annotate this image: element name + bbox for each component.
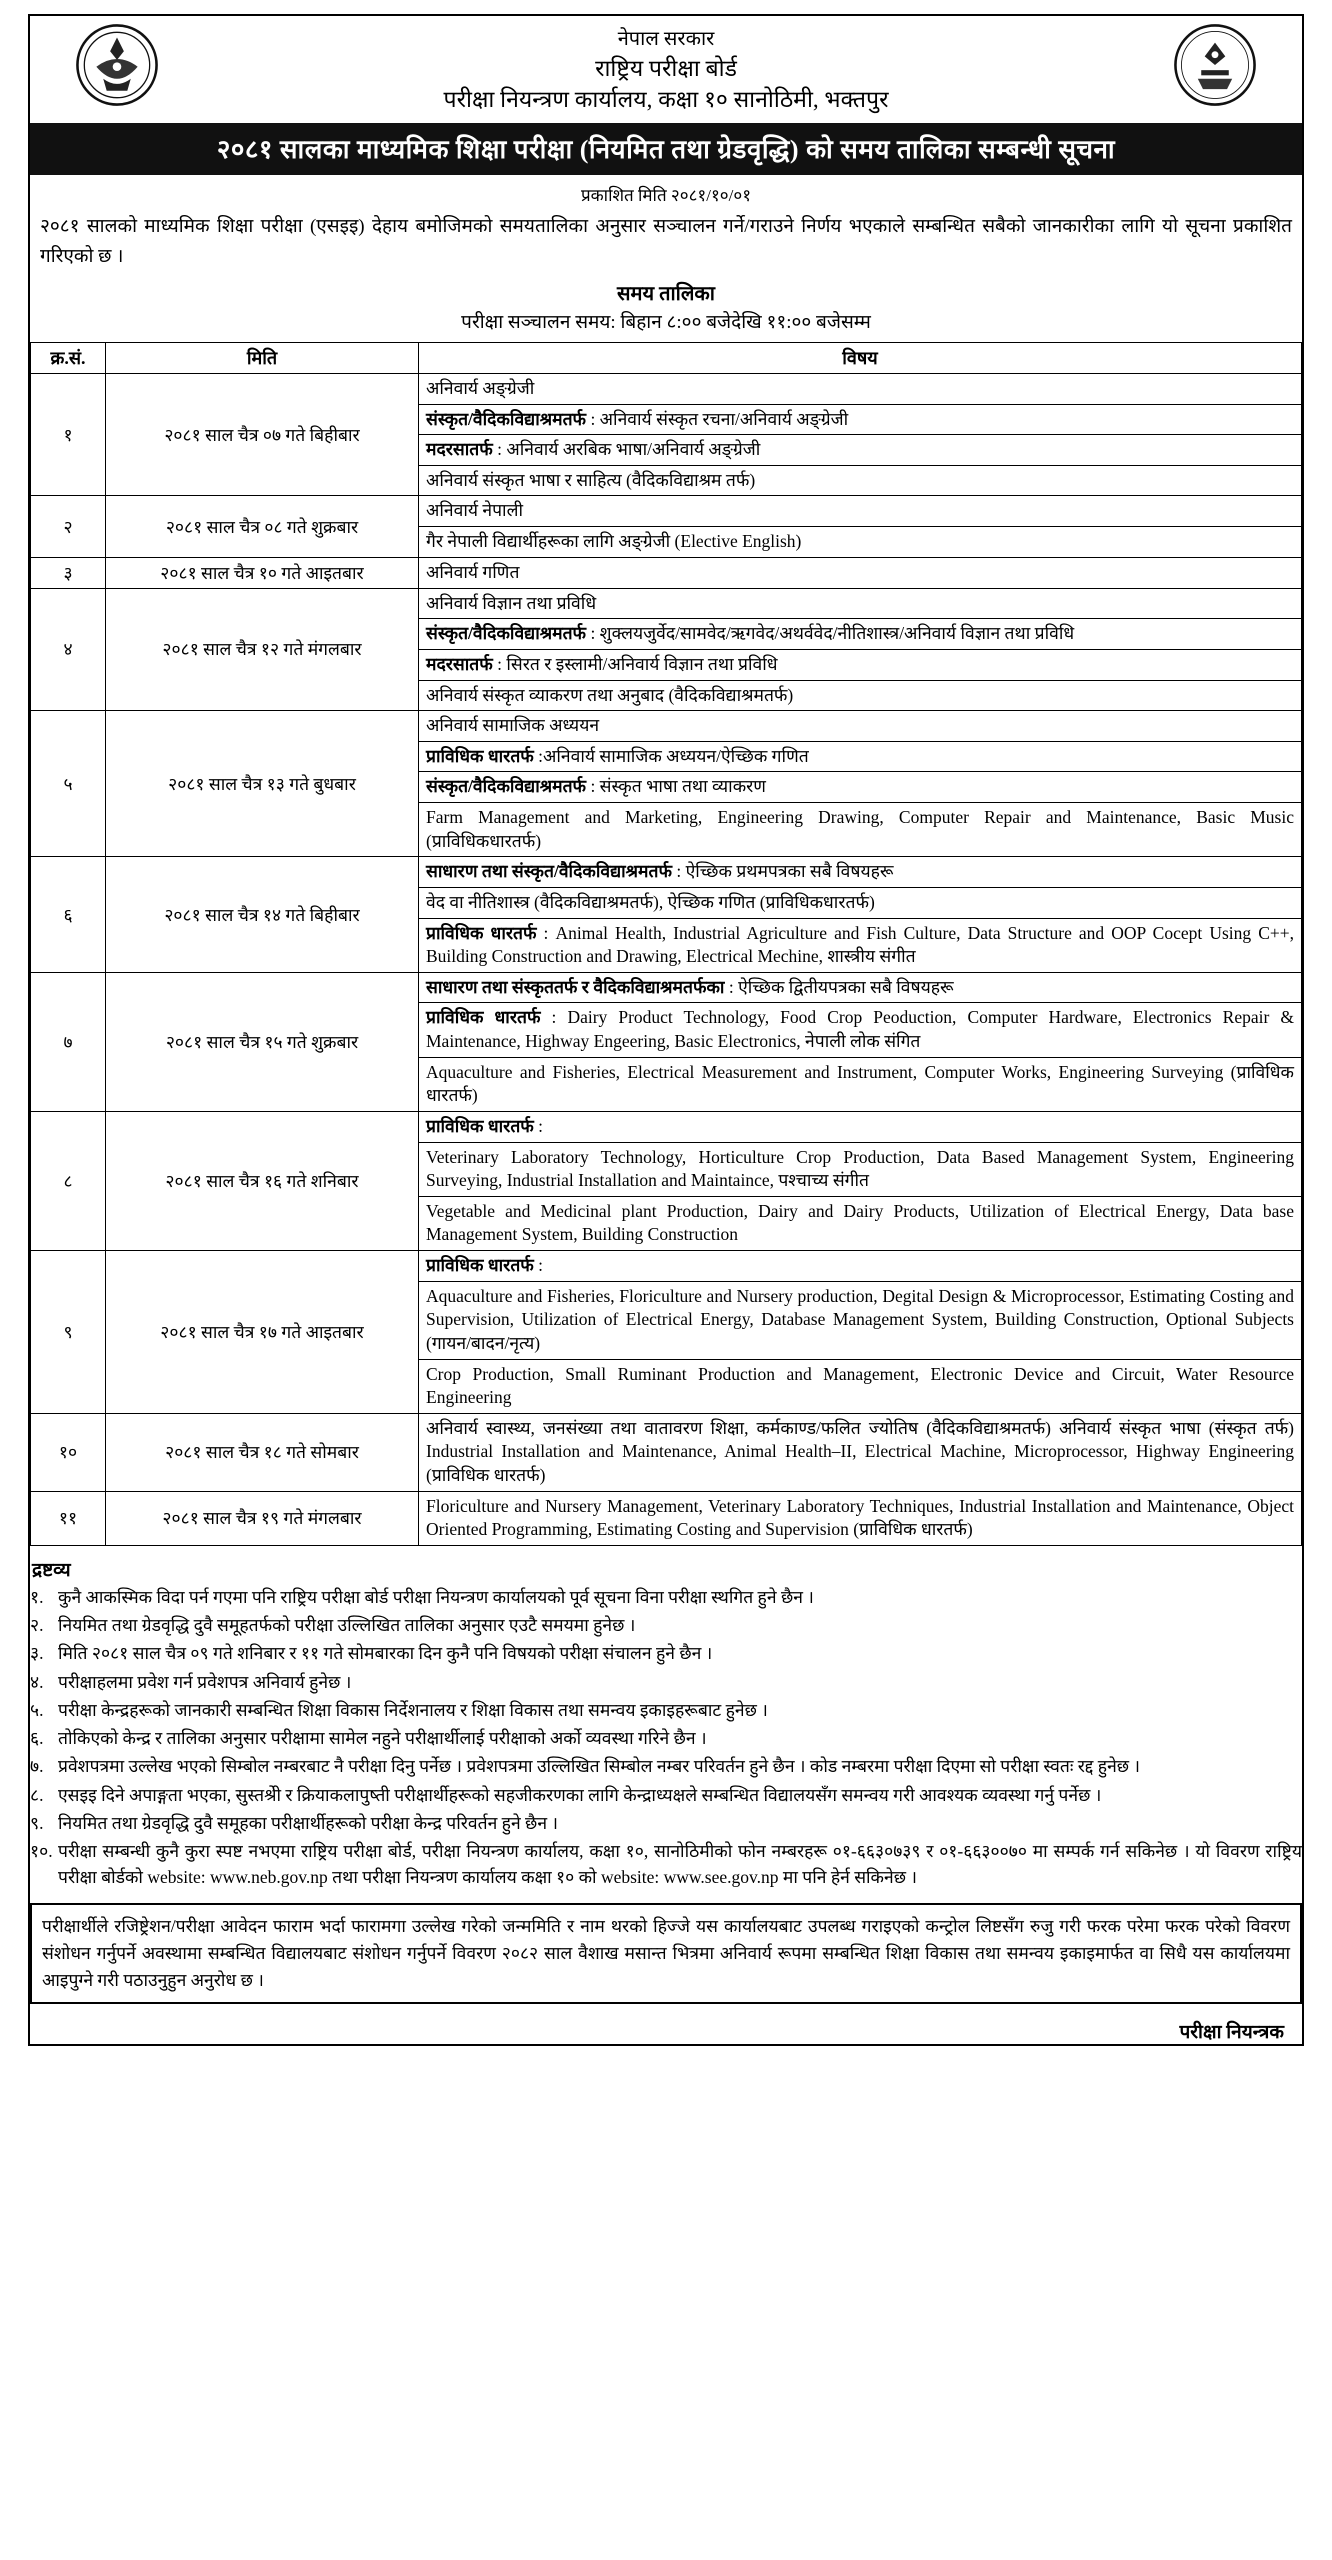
note-text: परीक्षा केन्द्रहरूको जानकारी सम्बन्धित शिक्षा विकास निर्देशनालय र शिक्षा विकास तथा समन्वय इकाइहरूबाट हुनेछ । (58, 1699, 768, 1720)
note-number: १०. (30, 1841, 53, 1862)
note-item (30, 1725, 1302, 1751)
row-date: २०८१ साल चैत्र १८ गते सोमबार (106, 1413, 419, 1491)
row-serial: ६ (31, 857, 106, 973)
row-serial: ८ (31, 1111, 106, 1250)
subject-line: Floriculture and Nursery Management, Veterinary Laboratory Techniques, Industrial Installation and Maintenance, Object Oriented Programming, Estimating Costing and Supervision (प्राविधिक धारतर्फ) (426, 1495, 1294, 1540)
row-date: २०८१ साल चैत्र १५ गते शुक्रबार (106, 972, 419, 1111)
col-header-subject: विषय (419, 342, 1302, 373)
note-number: ५. (30, 1699, 44, 1720)
header-line-1: नेपाल सरकार (617, 28, 715, 50)
subject-line: Vegetable and Medicinal plant Production, Dairy and Dairy Products, Utilization of Electrical Energy, Data base Management System, Building Construction (426, 1200, 1294, 1245)
subject-line: Veterinary Laboratory Technology, Horticulture Crop Production, Data Based Management System, Engineering Surveying, Industrial Installation and Maintaince, पश्चाच्य संगीत (419, 1143, 1301, 1197)
nepal-government-emblem-icon (74, 22, 160, 108)
row-subjects (419, 972, 1302, 1111)
subject-line: गैर नेपाली विद्यार्थीहरूका लागि अङ्ग्रेजी (Elective English) (426, 531, 802, 552)
subject-line: साधारण तथा संस्कृततर्फ र वैदिकविद्याश्रमतर्फका : ऐच्छिक द्वितीयपत्रका सबै विषयहरू (419, 973, 1301, 1004)
publication-date: प्रकाशित मिति २०८१/१०/०१ (580, 186, 752, 206)
subject-line: साधारण तथा संस्कृत/वैदिकविद्याश्रमतर्फ : ऐच्छिक प्रथमपत्रका सबै विषयहरू (419, 857, 1301, 888)
row-date: २०८१ साल चैत्र १३ गते बुधबार (106, 711, 419, 857)
row-subjects (419, 1251, 1302, 1414)
row-subjects (419, 711, 1302, 857)
table-row (31, 1413, 1302, 1491)
table-row (31, 557, 1302, 588)
header-line-3: परीक्षा नियन्त्रण कार्यालय, कक्षा १० सानोठिमी, भक्तपुर (443, 87, 889, 113)
subject-line: प्राविधिक धारतर्फ :अनिवार्य सामाजिक अध्ययन/ऐच्छिक गणित (419, 742, 1301, 773)
subject-line: प्राविधिक धारतर्फ : Dairy Product Technology, Food Crop Peoduction, Computer Hardware, Electronics Repair & Maintenance, Highway Engeering, Basic Electronics, नेपाली लोक संगित (419, 1003, 1301, 1057)
row-subjects (419, 1491, 1302, 1545)
note-number: ९. (30, 1812, 44, 1833)
intro-paragraph: २०८१ सालको माध्यमिक शिक्षा परीक्षा (एसइइ) देहाय बमोजिमको समयतालिका अनुसार सञ्चालन गर्ने/गराउने निर्णय भएकाले सम्बन्धित सबैको जानकारीका लागि यो सूचना प्रकाशित गरिएको छ । (40, 216, 1292, 267)
header-line-2: राष्ट्रिय परीक्षा बोर्ड (595, 56, 737, 81)
row-date: २०८१ साल चैत्र १२ गते मंगलबार (106, 588, 419, 711)
table-row (31, 588, 1302, 711)
note-number: ४. (30, 1671, 44, 1692)
col-header-sn: क्र.सं. (31, 342, 106, 373)
subject-line: अनिवार्य सामाजिक अध्ययन (419, 711, 1301, 742)
subject-line: Crop Production, Small Ruminant Production and Management, Electronic Device and Circuit, Water Resource Engineering (426, 1363, 1294, 1408)
schedule-table (30, 342, 1302, 1546)
row-serial: १ (31, 373, 106, 496)
row-serial: ५ (31, 711, 106, 857)
row-date: २०८१ साल चैत्र ०८ गते शुक्रबार (106, 496, 419, 557)
subject-line: अनिवार्य नेपाली (419, 496, 1301, 527)
row-serial: ११ (31, 1491, 106, 1545)
note-number: ३. (30, 1643, 44, 1664)
row-date: २०८१ साल चैत्र १६ गते शनिबार (106, 1111, 419, 1250)
subject-line: Farm Management and Marketing, Engineering Drawing, Computer Repair and Maintenance, Basic Music (प्राविधिकधारतर्फ) (426, 807, 1294, 851)
subject-line: अनिवार्य विज्ञान तथा प्रविधि (419, 589, 1301, 620)
row-subjects (419, 1413, 1302, 1491)
subject-line: अनिवार्य संस्कृत व्याकरण तथा अनुबाद (वैदिकविद्याश्रमतर्फ) (426, 684, 794, 705)
note-item (30, 1697, 1302, 1723)
subject-line: प्राविधिक धारतर्फ : (419, 1112, 1301, 1143)
note-number: ६. (30, 1728, 44, 1749)
note-item (30, 1838, 1302, 1891)
note-item (30, 1753, 1302, 1779)
subject-line: अनिवार्य अङ्ग्रेजी (419, 374, 1301, 405)
subject-line: वेद वा नीतिशास्त्र (वैदिकविद्याश्रमतर्फ), ऐच्छिक गणित (प्राविधिकधारतर्फ) (419, 888, 1301, 919)
subject-line: मदरसातर्फ : अनिवार्य अरबिक भाषा/अनिवार्य अङ्ग्रेजी (419, 435, 1301, 466)
row-subjects (419, 496, 1302, 557)
notes-title: द्रष्टव्य (32, 1559, 71, 1581)
signature-line: परीक्षा नियन्त्रक (1179, 2022, 1284, 2044)
row-subjects (419, 373, 1302, 496)
subject-line: संस्कृत/वैदिकविद्याश्रमतर्फ : संस्कृत भाषा तथा व्याकरण (419, 772, 1301, 803)
table-row (31, 972, 1302, 1111)
row-date: २०८१ साल चैत्र १७ गते आइतबार (106, 1251, 419, 1414)
table-row (31, 1251, 1302, 1414)
table-row (31, 1111, 1302, 1250)
subject-line: मदरसातर्फ : सिरत र इस्लामी/अनिवार्य विज्ञान तथा प्रविधि (419, 650, 1301, 681)
note-number: ८. (30, 1784, 44, 1805)
row-serial: ४ (31, 588, 106, 711)
table-row (31, 857, 1302, 973)
table-row (31, 1491, 1302, 1545)
subject-line: Aquaculture and Fisheries, Floriculture and Nursery production, Degital Design & Microprocessor, Estimating Costing and Supervision, Utilization of Electrical Energy, Database Management System, Building Construction, Optional Subjects (गायन/बादन/नृत्य) (419, 1282, 1301, 1360)
note-item (30, 1810, 1302, 1836)
row-date: २०८१ साल चैत्र १४ गते बिहीबार (106, 857, 419, 973)
note-text: कुनै आकस्मिक विदा पर्न गएमा पनि राष्ट्रिय परीक्षा बोर्ड परीक्षा नियन्त्रण कार्यालयको पूर्व सूचना विना परीक्षा स्थगित हुने छैन । (58, 1586, 814, 1607)
table-row (31, 373, 1302, 496)
note-item (30, 1669, 1302, 1695)
subject-line: अनिवार्य गणित (426, 561, 520, 582)
note-text: मिति २०८१ साल चैत्र ०९ गते शनिबार र ११ गते सोमबारका दिन कुनै पनि विषयको परीक्षा संचालन हुने छैन । (58, 1643, 713, 1664)
row-date: २०८१ साल चैत्र १९ गते मंगलबार (106, 1491, 419, 1545)
note-text: एसइइ दिने अपाङ्गता भएका, सुस्तश्रेी र क्रियाकलापुष्ती परीक्षार्थीहरूको सहजीकरणका लागि केन्द्राध्यक्षले सम्बन्धित विद्यालयसँग समन्वय गरी आवश्यक व्यवस्था गर्नु पर्नेछ । (58, 1784, 1102, 1805)
schedule-title: समय तालिका (617, 282, 715, 305)
row-subjects (419, 857, 1302, 973)
note-text: परीक्षा सम्बन्धी कुनै कुरा स्पष्ट नभएमा राष्ट्रिय परीक्षा बोर्ड, परीक्षा नियन्त्रण कार्यालय, कक्षा १०, सानोठिमीको फोन नम्बरहरू ०१-६६३०७३९ र ०१-६६३००७० मा सम्पर्क गर्न सकिनेछ । यो विवरण राष्ट्रिय परीक्षा बोर्डको website: www.neb.gov.np तथा परीक्षा नियन्त्रण कार्यालय कक्षा १० को website: www.see.gov.np मा पनि हेर्न सकिनेछ । (58, 1841, 1302, 1888)
subject-line: प्राविधिक धारतर्फ : Animal Health, Industrial Agriculture and Fish Culture, Data Structure and OOP Cocept Using C++, Building Construction and Drawing, Electrical Mechine, शास्त्रीय संगीत (426, 922, 1294, 967)
table-body (31, 373, 1302, 1545)
note-item (30, 1640, 1302, 1666)
row-serial: ७ (31, 972, 106, 1111)
note-number: ७. (30, 1756, 44, 1777)
note-item (30, 1584, 1302, 1610)
note-item (30, 1612, 1302, 1638)
document-header (30, 16, 1302, 206)
row-serial: ९ (31, 1251, 106, 1414)
row-subjects (419, 1111, 1302, 1250)
page-title: २०८१ सालका माध्यमिक शिक्षा परीक्षा (नियमित तथा ग्रेडवृद्धि) को समय तालिका सम्बन्धी सूचना (30, 123, 1302, 175)
row-serial: १० (31, 1413, 106, 1491)
subject-line: संस्कृत/वैदिकविद्याश्रमतर्फ : शुक्लयजुर्वेद/सामवेद/ऋगवेद/अथर्ववेद/नीतिशास्त्र/अनिवार्य विज्ञान तथा प्रविधि (419, 619, 1301, 650)
table-header-row (31, 342, 1302, 373)
row-serial: २ (31, 496, 106, 557)
subject-line: संस्कृत/वैदिकविद्याश्रमतर्फ : अनिवार्य संस्कृत रचना/अनिवार्य अङ्ग्रेजी (419, 405, 1301, 436)
note-number: १. (30, 1586, 44, 1607)
row-date: २०८१ साल चैत्र ०७ गते बिहीबार (106, 373, 419, 496)
schedule-time: परीक्षा सञ्चालन समय: बिहान ८:०० बजेदेखि ११:०० बजेसम्म (461, 311, 871, 333)
col-header-date: मिति (106, 342, 419, 373)
row-subjects (419, 588, 1302, 711)
note-text: तोकिएको केन्द्र र तालिका अनुसार परीक्षामा सामेल नहुने परीक्षार्थीलाई परीक्षाको अर्को व्यवस्था गरिने छैन । (58, 1728, 707, 1749)
note-text: प्रवेशपत्रमा उल्लेख भएको सिम्बोल नम्बरबाट नै परीक्षा दिनु पर्नेछ । प्रवेशपत्रमा उल्लिखित सिम्बोल नम्बर परिवर्तन हुने छैन । कोड नम्बरमा परीक्षा दिएमा सो परीक्षा स्वतः रद्द हुनेछ । (58, 1756, 1141, 1777)
national-examination-board-logo-icon (1172, 22, 1258, 108)
row-subjects (419, 557, 1302, 588)
correction-notice-box: परीक्षार्थीले रजिष्ट्रेशन/परीक्षा आवेदन फाराम भर्दा फारामगा उल्लेख गरेको जन्ममिति र नाम थरको हिज्जे यस कार्यालयबाट उपलब्ध गराइएको कन्ट्रोल लिष्टसँग रुजु गरी फरक परेमा फरक परेको विवरण संशोधन गर्नुपर्ने अवस्थामा सम्बन्धित विद्यालयबाट संशोधन गर्नुपर्ने विवरण २०८२ साल वैशाख मसान्त भित्रमा अनिवार्य रूपमा सम्बन्धित शिक्षा विकास तथा समन्वय इकाइमार्फत वा सिधै यस कार्यालयमा आइपुग्ने गरी पठाउनुहुन अनुरोध छ । (30, 1903, 1302, 2004)
subject-line: प्राविधिक धारतर्फ : (419, 1251, 1301, 1282)
notes-list (30, 1584, 1302, 1891)
subject-line: Aquaculture and Fisheries, Electrical Measurement and Instrument, Computer Works, Engineering Surveying (प्राविधिक धारतर्फ) (426, 1061, 1294, 1106)
row-serial: ३ (31, 557, 106, 588)
note-text: नियमित तथा ग्रेडवृद्धि दुवै समूहका परीक्षार्थीहरूको परीक्षा केन्द्र परिवर्तन हुने छैन । (58, 1812, 559, 1833)
subject-line: अनिवार्य संस्कृत भाषा र साहित्य (वैदिकविद्याश्रम तर्फ) (426, 469, 756, 490)
table-row (31, 711, 1302, 857)
row-date: २०८१ साल चैत्र १० गते आइतबार (106, 557, 419, 588)
note-number: २. (30, 1615, 44, 1636)
table-row (31, 496, 1302, 557)
note-text: नियमित तथा ग्रेडवृद्धि दुवै समूहतर्फको परीक्षा उल्लिखित तालिका अनुसार एउटै समयमा हुनेछ । (58, 1615, 636, 1636)
subject-line: अनिवार्य स्वास्थ्य, जनसंख्या तथा वातावरण शिक्षा, कर्मकाण्ड/फलित ज्योतिष (वैदिकविद्याश्रमतर्फ) अनिवार्य संस्कृत भाषा (संस्कृत तर्फ) Industrial Installation and Maintenance, Animal Health–II, Electrical Machine, Microprocessor, Highway Engineering (प्राविधिक धारतर्फ) (426, 1417, 1294, 1486)
note-item (30, 1782, 1302, 1808)
document-frame (28, 14, 1304, 2046)
note-text: परीक्षाहलमा प्रवेश गर्न प्रवेशपत्र अनिवार्य हुनेछ । (58, 1671, 352, 1692)
